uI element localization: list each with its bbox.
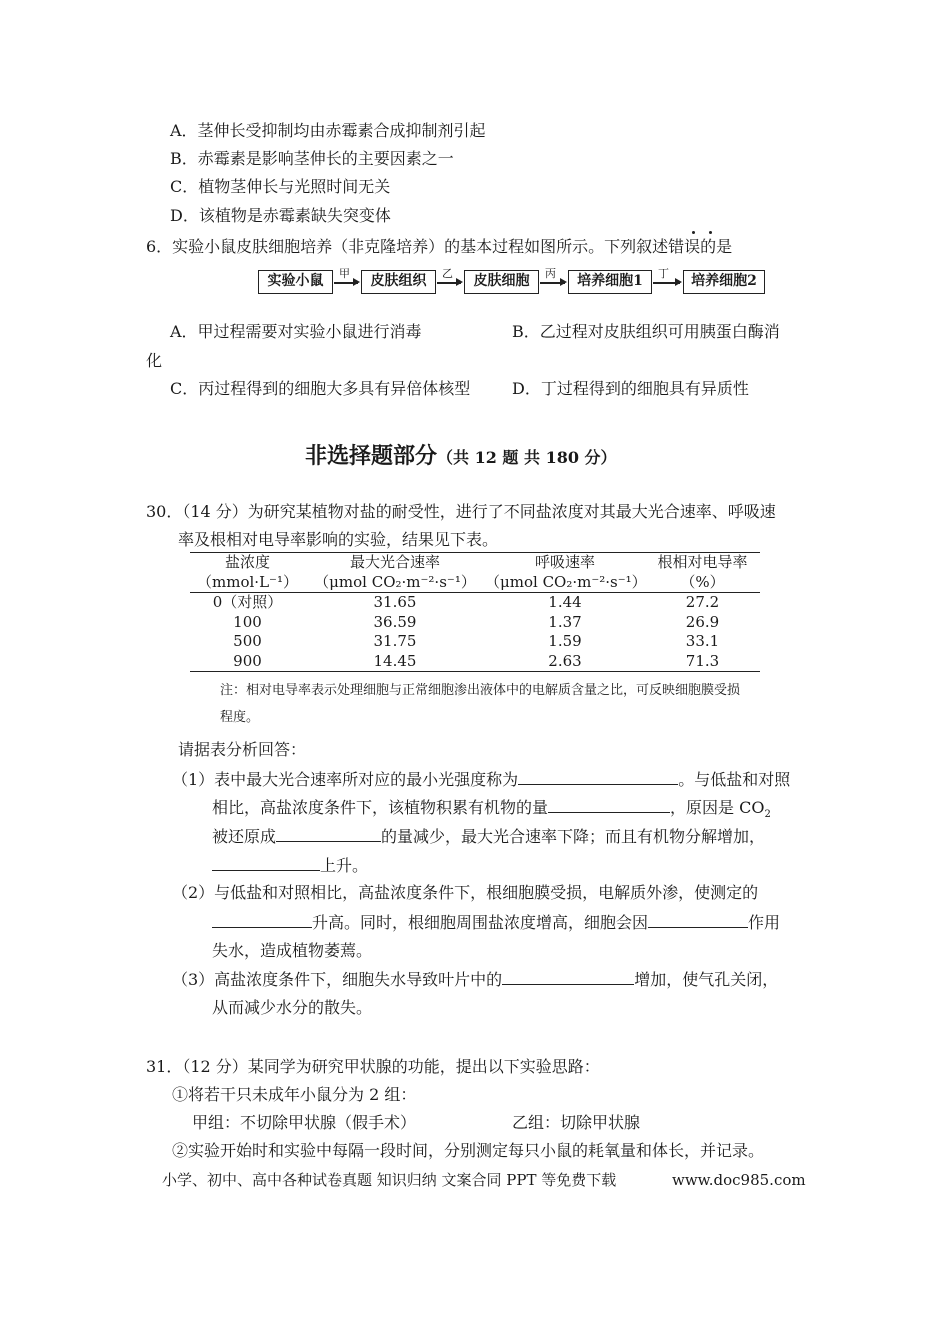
unit-respiration: （μmol CO₂·m⁻²·s⁻¹）: [485, 572, 647, 591]
q6-option-b: B．乙过程对皮肤组织可用胰蛋白酶消: [512, 322, 780, 341]
q30-part1-line2: [212, 797, 771, 821]
answer-blank[interactable]: [276, 826, 381, 842]
table-row: [190, 613, 760, 633]
flow-box-skin-cells: 皮肤细胞: [464, 270, 539, 294]
q5-option-d: D．该植物是赤霉素缺失突变体: [170, 206, 391, 225]
q30-part1-text: ，原因是 CO: [670, 798, 765, 817]
unit-photosynthesis: （μmol CO₂·m⁻²·s⁻¹）: [305, 573, 485, 593]
q31-step2: ②实验开始时和实验中每隔一段时间，分别测定每只小鼠的耗氧量和体长，并记录。: [172, 1141, 765, 1160]
flow-box-skin-tissue: 皮肤组织: [361, 270, 436, 294]
q30-part1-line1: [172, 769, 790, 789]
emphasis-dot: [709, 231, 712, 234]
table-cell: 0（对照）: [212, 593, 283, 611]
table-row: [190, 652, 760, 672]
table-cell: 31.75: [373, 632, 417, 650]
flow-label-bing: 丙: [545, 267, 556, 280]
q31-step1: ①将若干只未成年小鼠分为 2 组：: [172, 1085, 417, 1104]
q31-group-a: 甲组：不切除甲状腺（假手术）: [192, 1113, 417, 1132]
col-header-conductivity: 根相对电导率: [645, 553, 760, 573]
q30-part1-text: 的量减少，最大光合速率下降；而且有机物分解增加，: [381, 827, 766, 846]
section-heading: [305, 444, 617, 470]
q30-prompt: 请据表分析回答：: [178, 740, 307, 759]
flow-arrow: [653, 282, 680, 284]
q30-part1-text: 上升。: [320, 856, 369, 875]
flow-box-mouse: 实验小鼠: [258, 270, 333, 294]
answer-blank[interactable]: [212, 855, 320, 871]
flow-box-culture-2: 培养细胞2: [683, 270, 765, 294]
flow-arrow: [334, 282, 358, 284]
emphasis-dot: [692, 231, 695, 234]
table-cell: 36.59: [373, 612, 417, 631]
answer-blank[interactable]: [502, 969, 634, 985]
table-cell: 27.2: [685, 593, 720, 611]
table-header-row: [190, 553, 760, 573]
q6-option-c: C．丙过程得到的细胞大多具有异倍体核型: [170, 379, 471, 398]
q30-part3-text: （3）高盐浓度条件下，细胞失水导致叶片中的: [172, 970, 503, 989]
table-cell: 26.9: [685, 612, 720, 631]
q6-stem: 6．实验小鼠皮肤细胞培养（非克隆培养）的基本过程如图所示。下列叙述错误的是: [146, 237, 733, 256]
q30-part1-line4: [212, 855, 368, 875]
q30-part2-line3: 失水，造成植物萎蔫。: [212, 941, 373, 960]
q30-part2-text: 作用: [748, 913, 781, 932]
q31-group-b: 乙组：切除甲状腺: [512, 1113, 641, 1132]
section-subtitle: （共 12 题 共 180 分）: [437, 448, 617, 467]
table-cell: 1.37: [548, 612, 582, 631]
col-header-salt: 盐浓度: [190, 553, 305, 573]
q30-stem-line1: 30．（14 分）为研究某植物对盐的耐受性，进行了不同盐浓度对其最大光合速率、呼吸速: [146, 502, 776, 521]
table-cell: 14.45: [305, 652, 485, 672]
q31-stem: 31．（12 分）某同学为研究甲状腺的功能，提出以下实验思路：: [146, 1057, 600, 1076]
unit-conductivity: （%）: [645, 573, 760, 593]
table-cell: 500: [233, 632, 262, 650]
q6-option-a: A．甲过程需要对实验小鼠进行消毒: [170, 322, 422, 341]
q30-part2-text: 升高。同时，根细胞周围盐浓度增高，细胞会因: [312, 913, 649, 932]
q30-part3-text: 增加，使气孔关闭，: [634, 970, 779, 989]
answer-blank[interactable]: [648, 912, 748, 928]
q30-data-table: [190, 552, 760, 672]
q5-option-c: C．植物茎伸长与光照时间无关: [170, 177, 391, 196]
footer-url[interactable]: www.doc985.com: [672, 1171, 806, 1189]
table-units-row: [190, 573, 760, 593]
table-cell: 33.1: [685, 632, 720, 650]
flow-label-yi: 乙: [442, 267, 453, 280]
flow-arrow: [540, 282, 565, 284]
q30-part1-text: 被还原成: [212, 827, 277, 846]
q30-part2-line1: （2）与低盐和对照相比，高盐浓度条件下，根细胞膜受损，电解质外渗，使测定的: [172, 883, 759, 902]
q6-option-b-wrap: 化: [146, 351, 163, 370]
table-cell: 1.44: [548, 593, 582, 611]
table-cell: 1.59: [548, 632, 582, 650]
table-cell: 31.65: [373, 593, 417, 611]
table-note-line1: 注：相对电导率表示处理细胞与正常细胞渗出液体中的电解质含量之比，可反映细胞膜受损: [220, 683, 741, 698]
flow-label-ding: 丁: [658, 267, 669, 280]
section-title: 非选择题部分: [305, 444, 438, 469]
answer-blank[interactable]: [212, 912, 312, 928]
table-note-line2: 程度。: [220, 710, 260, 725]
q6-flow-diagram: [258, 268, 778, 298]
flow-box-culture-1: 培养细胞1: [568, 270, 652, 294]
q30-part1-line3: [212, 826, 765, 846]
flow-label-jia: 甲: [339, 267, 350, 280]
footer-text: 小学、初中、高中各种试卷真题 知识归纳 文案合同 PPT 等免费下载: [162, 1171, 617, 1189]
col-header-respiration: 呼吸速率: [485, 553, 645, 573]
flow-arrow: [437, 282, 461, 284]
q5-option-a: A．茎伸长受抑制均由赤霉素合成抑制剂引起: [170, 121, 486, 140]
subscript: 2: [764, 809, 771, 821]
q6-option-d: D．丁过程得到的细胞具有异质性: [512, 379, 749, 398]
q30-part2-line2: [212, 912, 780, 932]
table-row: [190, 593, 760, 613]
answer-blank[interactable]: [548, 797, 670, 813]
table-cell: 71.3: [645, 652, 760, 672]
unit-salt: （mmol·L⁻¹）: [190, 573, 305, 593]
q30-part1-text: 。与低盐和对照: [678, 770, 791, 789]
col-header-photosynthesis: 最大光合速率: [305, 553, 485, 573]
table-cell: 900: [190, 652, 305, 672]
table-cell: 100: [233, 612, 262, 631]
q30-part3-line2: 从而减少水分的散失。: [212, 998, 373, 1017]
q30-part1-text: 相比，高盐浓度条件下，该植物积累有机物的量: [212, 798, 549, 817]
table-row: [190, 632, 760, 652]
q5-option-b: B．赤霉素是影响茎伸长的主要因素之一: [170, 149, 454, 168]
q30-part3-line1: [172, 969, 778, 989]
q30-stem-line2: 率及根相对电导率影响的实验，结果见下表。: [178, 530, 499, 549]
q30-part1-text: （1）表中最大光合速率所对应的最小光强度称为: [172, 770, 519, 789]
table-cell: 2.63: [485, 652, 645, 672]
answer-blank[interactable]: [518, 769, 678, 785]
